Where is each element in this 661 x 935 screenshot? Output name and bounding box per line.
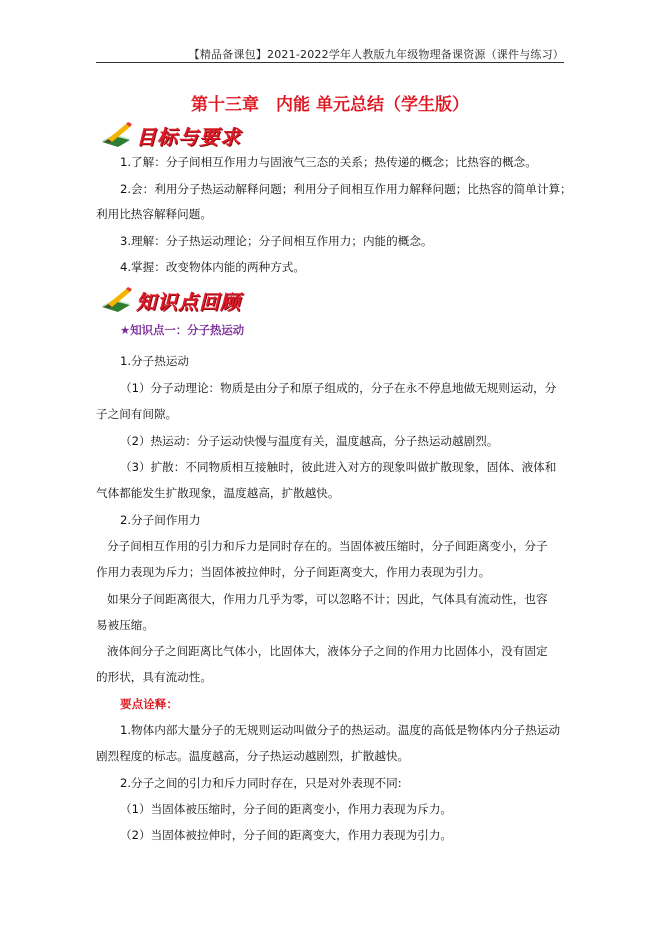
review-line-13: 的形状，具有流动性。 — [96, 670, 212, 684]
goal-item-4: 4.掌握：改变物体内能的两种方式。 — [120, 260, 305, 274]
key-point-line-5: （2）当固体被拉伸时，分子间的距离变大，作用力表现为引力。 — [120, 828, 453, 842]
key-point-line-3: 2.分子之间的引力和斥力同时存在，只是对外表现不同: — [120, 776, 402, 790]
review-line-9: 作用力表现为斥力；当固体被拉伸时，分子间距离变大，作用力表现为引力。 — [96, 565, 491, 579]
goal-item-2: 2.会：利用分子热运动解释问题；利用分子间相互作用力解释问题；比热容的简单计算； — [120, 182, 572, 196]
section-heading-label: 知识点回顾 — [136, 289, 241, 314]
key-point-line-4: （1）当固体被压缩时，分子间的距离变小，作用力表现为斥力。 — [120, 802, 453, 816]
review-line-6: 气体都能发生扩散现象，温度越高，扩散越快。 — [96, 486, 340, 500]
review-line-4: （2）热运动：分子运动快慢与温度有关，温度越高，分子热运动越剧烈。 — [120, 434, 499, 448]
running-header: 【精品备课包】2021-2022学年人教版九年级物理备课资源（课件与练习） — [188, 48, 564, 61]
review-line-1: 1.分子热运动 — [120, 354, 190, 368]
review-line-3: 子之间有间隙。 — [96, 407, 178, 421]
goal-item-3: 3.理解：分子热运动理论；分子间相互作用力；内能的概念。 — [120, 234, 433, 248]
review-line-11: 易被压缩。 — [96, 618, 154, 632]
header-rule — [96, 62, 564, 63]
review-line-8: 分子间相互作用的引力和斥力是同时存在的。当固体被压缩时，分子间距离变小，分子 — [107, 539, 548, 553]
key-point-line-1: 1.物体内部大量分子的无规则运动叫做分子的热运动。温度的高低是物体内分子热运动 — [120, 723, 561, 737]
section-heading-goals — [100, 122, 241, 148]
review-line-5: （3）扩散：不同物质相互接触时，彼此进入对方的现象叫做扩散现象，固体、液体和 — [120, 460, 557, 474]
review-line-12: 液体间分子之间距离比气体小，比固体大，液体分子之间的作用力比固体小，没有固定 — [107, 644, 548, 658]
review-line-2: （1）分子动理论：物质是由分子和原子组成的，分子在永不停息地做无规则运动，分 — [120, 381, 557, 395]
knowledge-subheading: ★知识点一：分子热运动 — [120, 323, 245, 337]
key-point-line-2: 剧烈程度的标志。温度越高，分子热运动越剧烈，扩散越快。 — [96, 749, 410, 763]
section-heading-label: 目标与要求 — [136, 124, 241, 149]
key-points-label: 要点诠释： — [120, 697, 178, 711]
goal-item-1: 1.了解：分子间相互作用力与固液气三态的关系；热传递的概念；比热容的概念。 — [120, 155, 537, 169]
review-line-7: 2.分子间作用力 — [120, 513, 201, 527]
review-line-10: 如果分子间距离很大，作用力几乎为零，可以忽略不计；因此，气体具有流动性，也容 — [107, 592, 548, 606]
pen-book-icon — [100, 122, 134, 148]
goal-item-2-cont: 利用比热容解释问题。 — [96, 207, 212, 221]
pen-book-icon — [100, 287, 134, 313]
section-heading-review — [100, 287, 241, 313]
page-title: 第十三章 内能 单元总结（学生版） — [191, 95, 469, 115]
